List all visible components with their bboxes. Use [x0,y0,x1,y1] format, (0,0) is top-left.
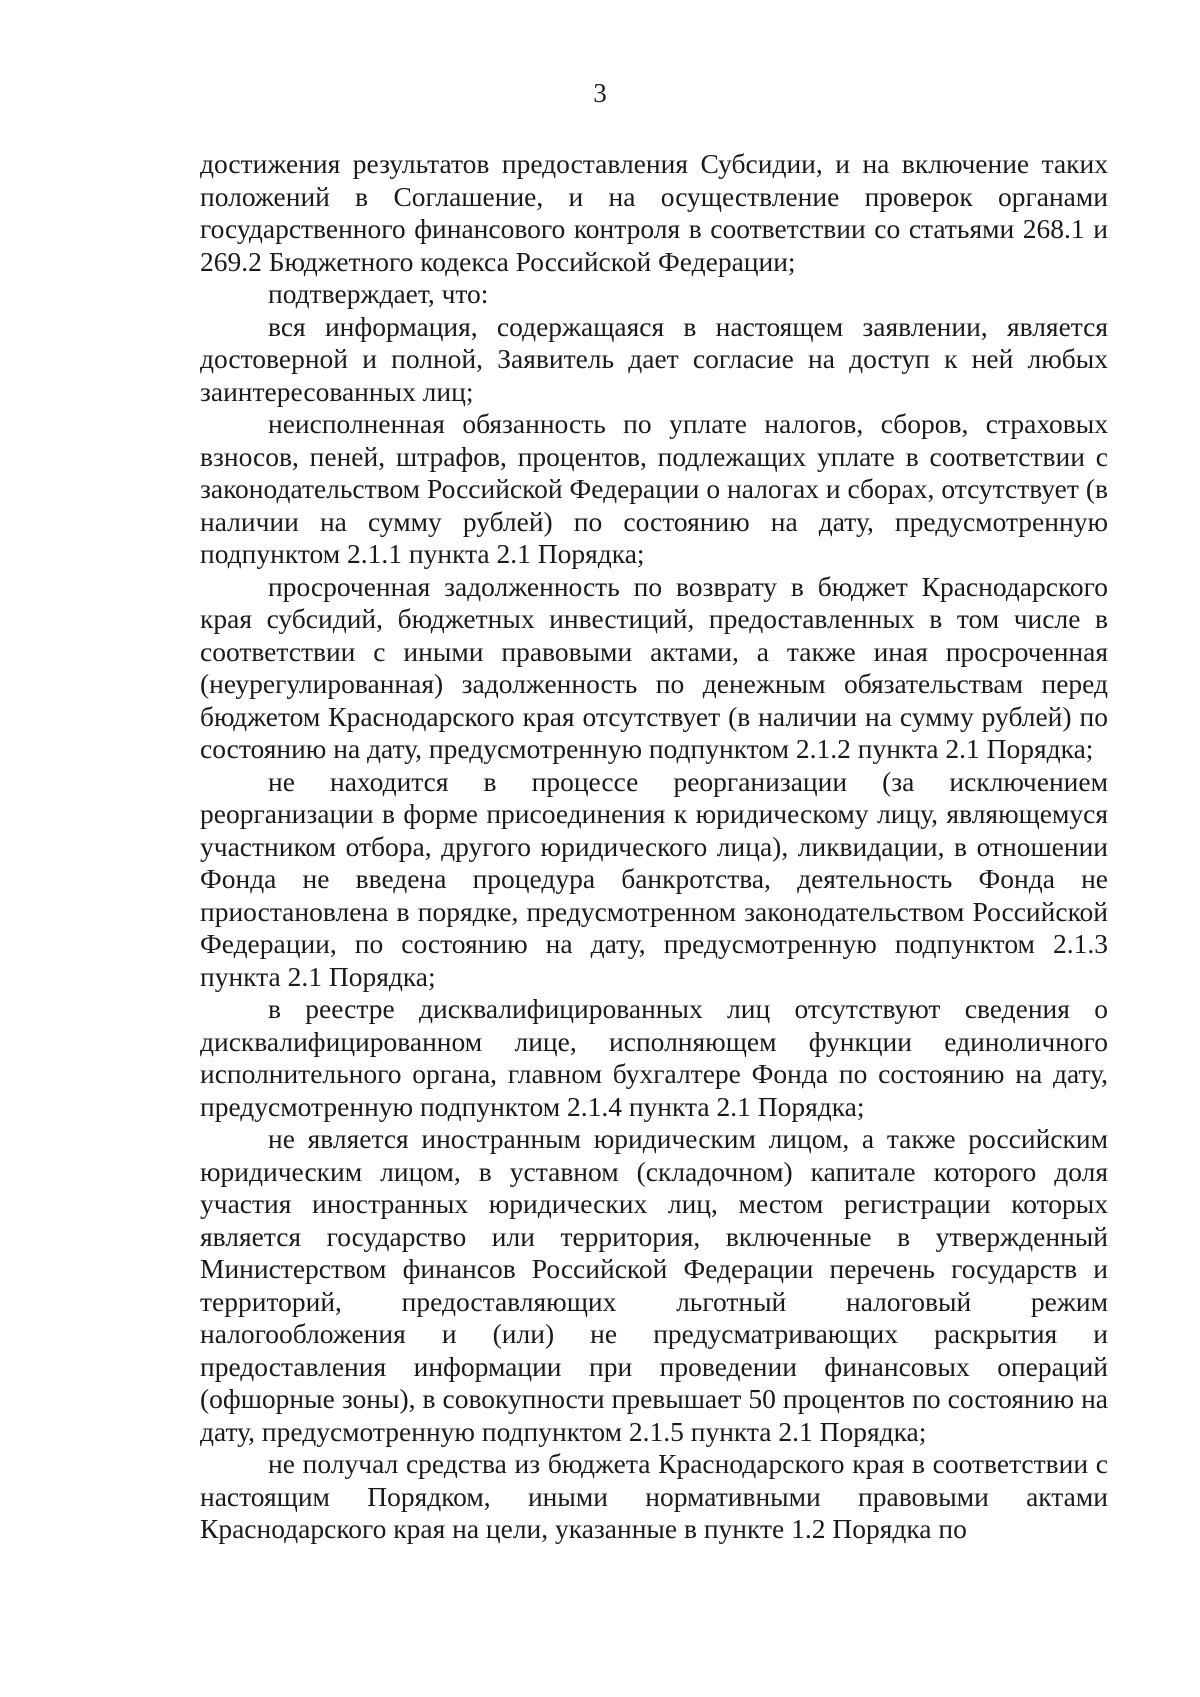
paragraph-disqualified-persons: в реестре дисквалифицированных лиц отсутствуют сведения о дисквалифицированном лице, исполняющем функции единоличного исполнительного органа, главном бухгалтере Фонда по состоянию на дату, предусмотренную подпунктом 2.1.4 пункта 2.1 Порядка; [200,993,1108,1122]
document-body [200,148,1108,1546]
paragraph-tax-obligations: неисполненная обязанность по уплате налогов, сборов, страховых взносов, пеней, штрафов, процентов, подлежащих уплате в соответствии с законодательством Российской Федерации о налогах и сборах, отсутствует (в наличии на сумму рублей) по состоянию на дату, предусмотренную подпунктом 2.1.1 пункта 2.1 Порядка; [200,408,1108,569]
paragraph-reorganization: не находится в процессе реорганизации (за исключением реорганизации в форме присоединения к юридическому лицу, являющемуся участником отбора, другого юридического лица), ликвидации, в отношении Фонда не введена процедура банкротства, деятельность Фонда не приостановлена в порядке, предусмотренном законодательством Российской Федерации, по состоянию на дату, предусмотренную подпунктом 2.1.3 пункта 2.1 Порядка; [200,765,1108,992]
paragraph-foreign-entity: не является иностранным юридическим лицом, а также российским юридическим лицом, в уставном (складочном) капитале которого доля участия иностранных юридических лиц, местом регистрации которых является государство или территория, включенные в утвержденный Министерством финансов Российской Федерации перечень государств и территорий, предоставляющих льготный налоговый режим налогообложения и (или) не предусматривающих раскрытия и предоставления информации при проведении финансовых операций (офшорные зоны), в совокупности превышает 50 процентов по состоянию на дату, предусмотренную подпунктом 2.1.5 пункта 2.1 Порядка; [200,1123,1108,1447]
page-number: 3 [593,78,607,108]
paragraph-continuation: достижения результатов предоставления Субсидии, и на включение таких положений в Соглашение, и на осуществление проверок органами государственного финансового контроля в соответствии со статьями 268.1 и 269.2 Бюджетного кодекса Российской Федерации; [200,148,1108,277]
paragraph-budget-funds: не получал средства из бюджета Краснодарского края в соответствии с настоящим Порядком, иными нормативными правовыми актами Краснодарского края на цели, указанные в пункте 1.2 Порядка по [200,1448,1108,1544]
paragraph-overdue-debt: просроченная задолженность по возврату в бюджет Краснодарского края субсидий, бюджетных инвестиций, предоставленных в том числе в соответствии с иными правовыми актами, а также иная просроченная (неурегулированная) задолженность по денежным обязательствам перед бюджетом Краснодарского края отсутствует (в наличии на сумму рублей) по состоянию на дату, предусмотренную подпунктом 2.1.2 пункта 2.1 Порядка; [200,570,1108,764]
paragraph-confirms: подтверждает, что: [268,278,489,309]
paragraph-information-reliable: вся информация, содержащаяся в настоящем заявлении, является достоверной и полной, Заявитель дает согласие на доступ к ней любых заинтересованных лиц; [200,310,1108,407]
